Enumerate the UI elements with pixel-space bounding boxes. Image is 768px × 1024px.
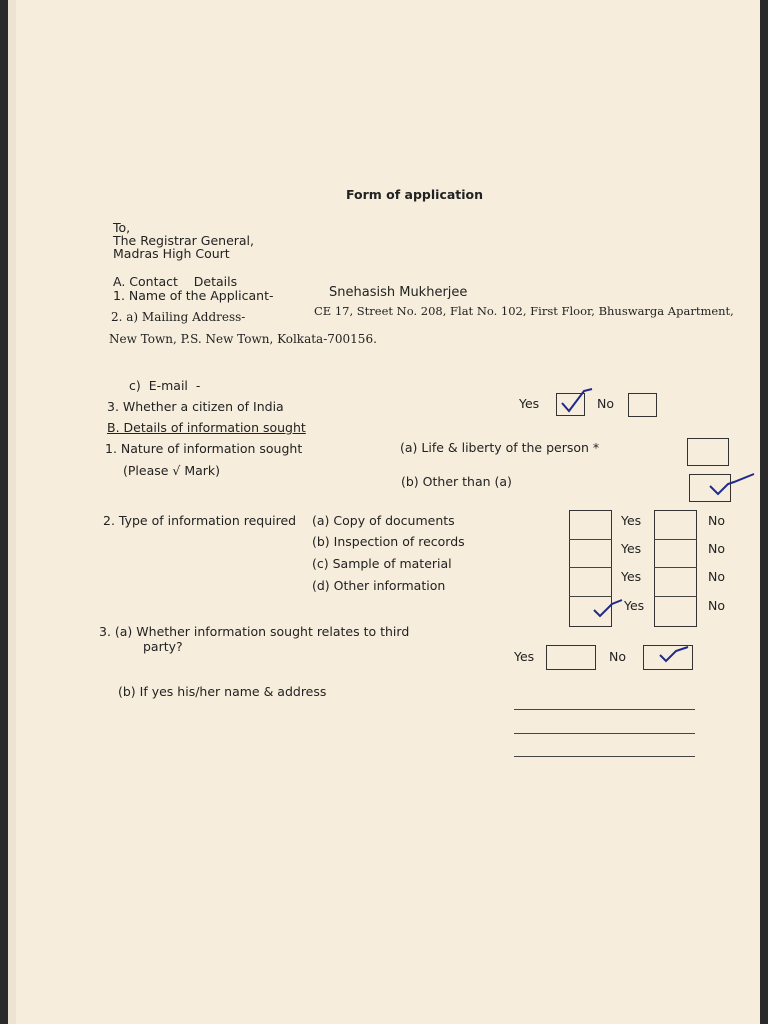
type-option-a-yes: Yes — [621, 513, 642, 528]
type-no-divider — [654, 539, 697, 540]
type-option-d-no: No — [708, 598, 725, 613]
type-no-divider — [654, 596, 697, 597]
mailing-address-line-1: CE 17, Street No. 208, Flat No. 102, First Floor, Bhuswarga Apartment, — [314, 304, 734, 318]
type-no-checkbox-column — [654, 510, 697, 627]
nature-option-a-label: (a) Life & liberty of the person * — [400, 440, 600, 455]
type-option-d-yes: Yes — [624, 598, 645, 613]
type-option-c-label: (c) Sample of material — [312, 556, 452, 571]
contact-details-heading: A. Contact Details — [113, 274, 238, 289]
nature-label: 1. Nature of information sought — [105, 441, 303, 456]
type-option-b-yes: Yes — [621, 541, 642, 556]
third-party-no-tick-icon — [658, 645, 692, 667]
to-line-3: Madras High Court — [113, 246, 230, 261]
type-option-b-label: (b) Inspection of records — [312, 534, 465, 549]
form-title: Form of application — [346, 187, 484, 202]
citizen-no-checkbox[interactable] — [628, 393, 657, 417]
mailing-address-label: 2. a) Mailing Address- — [111, 310, 246, 324]
citizen-label: 3. Whether a citizen of India — [107, 399, 284, 414]
type-option-b-no: No — [708, 541, 725, 556]
citizen-yes-tick-icon — [560, 387, 600, 417]
to-line-2: The Registrar General, — [113, 233, 255, 248]
name-address-blank-line-3[interactable] — [514, 756, 695, 757]
third-party-yes-checkbox[interactable] — [546, 645, 596, 670]
third-party-yes-label: Yes — [514, 649, 535, 664]
type-option-a-no: No — [708, 513, 725, 528]
mailing-address-line-2: New Town, P.S. New Town, Kolkata-700156. — [109, 332, 377, 346]
name-address-label: (b) If yes his/her name & address — [118, 684, 327, 699]
type-option-c-no: No — [708, 569, 725, 584]
type-yes-divider — [569, 596, 612, 597]
details-heading: B. Details of information sought — [107, 420, 306, 435]
type-no-divider — [654, 567, 697, 568]
type-option-d-label: (d) Other information — [312, 578, 446, 593]
applicant-name-value: Snehasish Mukherjee — [329, 285, 468, 300]
nature-option-a-checkbox[interactable] — [687, 438, 729, 466]
citizen-yes-label: Yes — [519, 396, 540, 411]
applicant-name-label: 1. Name of the Applicant- — [113, 288, 274, 303]
type-option-a-label: (a) Copy of documents — [312, 513, 455, 528]
name-address-blank-line-2[interactable] — [514, 733, 695, 734]
type-option-c-yes: Yes — [621, 569, 642, 584]
page-edge — [8, 0, 16, 1024]
name-address-blank-line-1[interactable] — [514, 709, 695, 710]
third-party-no-label: No — [609, 649, 626, 664]
nature-option-b-label: (b) Other than (a) — [401, 474, 512, 489]
nature-option-b-tick-icon — [708, 474, 758, 500]
type-yes-divider — [569, 567, 612, 568]
third-party-label: 3. (a) Whether information sought relates to third — [99, 624, 410, 639]
to-line-1: To, — [113, 220, 131, 235]
email-label: c) E-mail - — [129, 378, 201, 393]
application-form-page — [8, 0, 760, 1024]
type-yes-divider — [569, 539, 612, 540]
citizen-no-label: No — [597, 396, 614, 411]
nature-hint: (Please √ Mark) — [123, 463, 221, 478]
third-party-label-continued: party? — [143, 639, 183, 654]
type-option-d-tick-icon — [592, 598, 628, 620]
type-label: 2. Type of information required — [103, 513, 297, 528]
